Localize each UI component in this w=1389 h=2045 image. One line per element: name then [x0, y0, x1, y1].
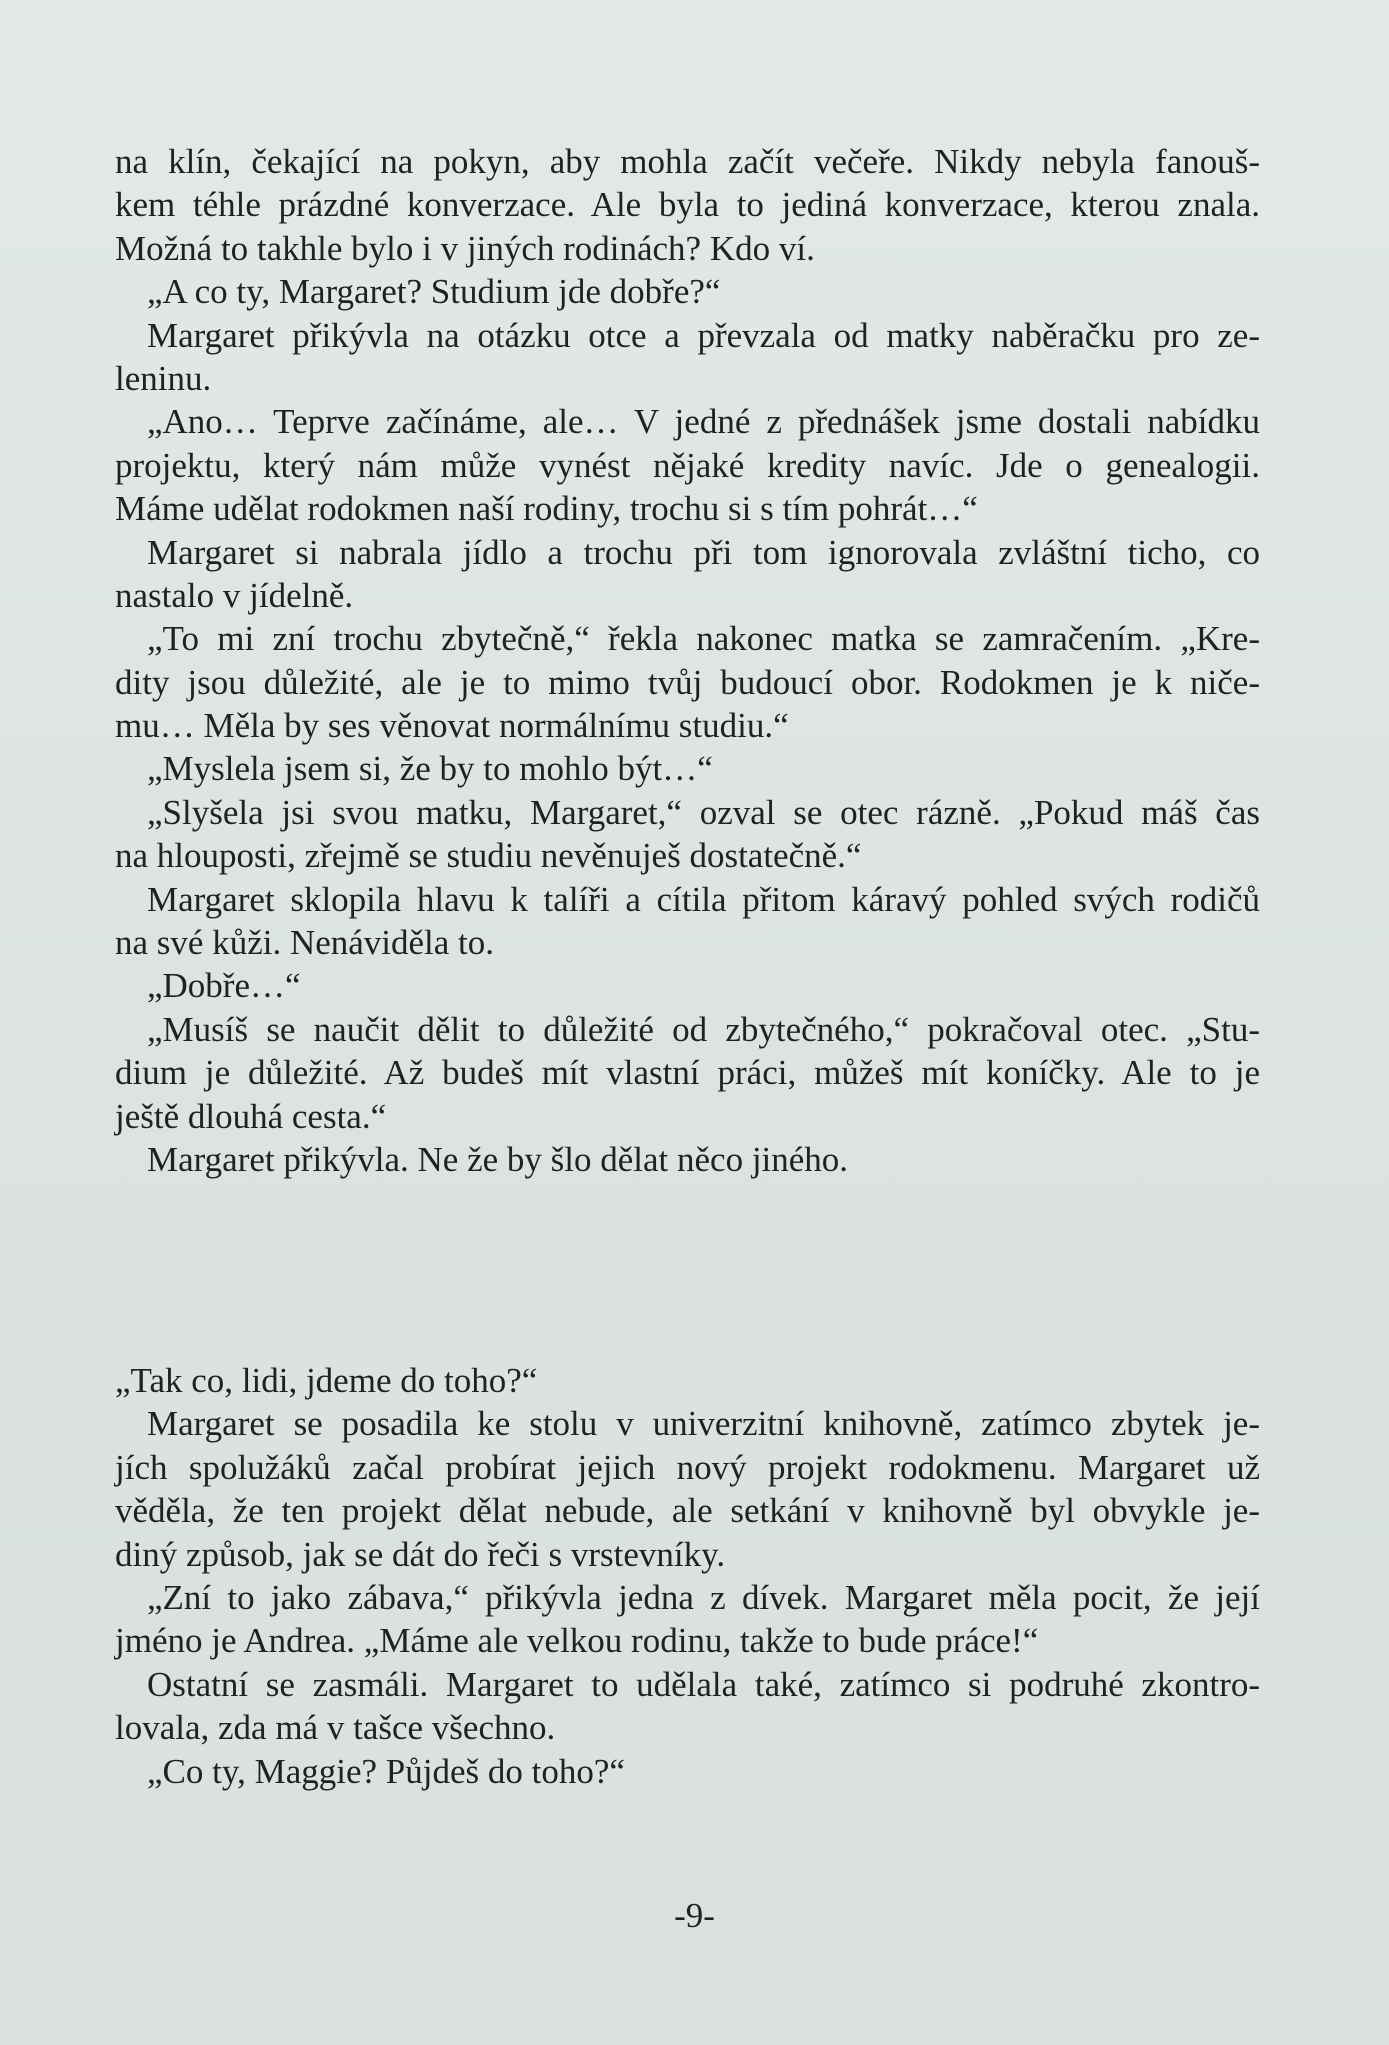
text-line: dity jsou důležité, ale je to mimo tvůj budoucí obor. Rodokmen je k niče-: [115, 662, 1260, 702]
text-line: leninu.: [115, 358, 212, 398]
text-line: „Myslela jsem si, že by to mohlo být…“: [147, 749, 713, 789]
text-line: na hlouposti, zřejmě se studiu nevěnuješ dostatečně.“: [115, 836, 862, 876]
text-line: Margaret sklopila hlavu k talíři a cítila přitom káravý pohled svých rodičů: [147, 879, 1260, 919]
text-line: Ostatní se zasmáli. Margaret to udělala také, zatímco si podruhé zkontro-: [147, 1664, 1260, 1704]
text-line: Možná to takhle bylo i v jiných rodinách? Kdo ví.: [115, 228, 815, 268]
text-line: „Musíš se naučit dělit to důležité od zbytečného,“ pokračoval otec. „Stu-: [147, 1009, 1260, 1049]
text-line: Máme udělat rodokmen naší rodiny, trochu si s tím pohrát…“: [115, 489, 978, 529]
text-line: „To mi zní trochu zbytečně,“ řekla nakonec matka se zamračením. „Kre-: [147, 619, 1260, 659]
text-line: mu… Měla by ses věnovat normálnímu studiu.“: [115, 706, 789, 746]
text-line: „Slyšela jsi svou matku, Margaret,“ ozval se otec rázně. „Pokud máš čas: [147, 792, 1260, 832]
text-line: dium je důležité. Až budeš mít vlastní práci, můžeš mít koníčky. Ale to je: [115, 1053, 1260, 1093]
text-line: kem téhle prázdné konverzace. Ale byla to jediná konverzace, kterou znala.: [115, 185, 1260, 225]
text-line: Margaret se posadila ke stolu v univerzitní knihovně, zatímco zbytek je-: [147, 1404, 1260, 1444]
text-line: „Ano… Teprve začínáme, ale… V jedné z přednášek jsme dostali nabídku: [147, 402, 1260, 442]
text-section-dinner: [115, 140, 1260, 1181]
page-number: -9-: [674, 1896, 715, 1935]
text-line: „Tak co, lidi, jdeme do toho?“: [115, 1361, 538, 1400]
text-line: „Dobře…“: [147, 966, 301, 1006]
text-section-library: [115, 1359, 1260, 1793]
text-line: Margaret si nabrala jídlo a trochu při tom ignorovala zvláštní ticho, co: [147, 532, 1260, 572]
text-line: ještě dlouhá cesta.“: [115, 1096, 387, 1136]
text-line: „Zní to jako zábava,“ přikývla jedna z dívek. Margaret měla pocit, že její: [147, 1577, 1260, 1617]
text-line: na klín, čekající na pokyn, aby mohla začít večeře. Nikdy nebyla fanouš-: [115, 142, 1260, 181]
text-line: projektu, který nám může vynést nějaké kredity navíc. Jde o genealogii.: [115, 445, 1260, 485]
text-line: věděla, že ten projekt dělat nebude, ale setkání v knihovně byl obvykle je-: [115, 1491, 1260, 1531]
text-line: lovala, zda má v tašce všechno.: [115, 1708, 556, 1748]
text-line: Margaret přikývla. Ne že by šlo dělat něco jiného.: [147, 1139, 849, 1179]
text-line: „A co ty, Margaret? Studium jde dobře?“: [147, 272, 721, 312]
text-line: na své kůži. Nenáviděla to.: [115, 923, 495, 963]
text-line: diný způsob, jak se dát do řeči s vrstevníky.: [115, 1534, 726, 1574]
text-line: „Co ty, Maggie? Půjdeš do toho?“: [147, 1751, 625, 1791]
text-line: jích spolužáků začal probírat jejich nový projekt rodokmenu. Margaret už: [115, 1447, 1260, 1487]
text-line: Margaret přikývla na otázku otce a převzala od matky naběračku pro ze-: [147, 315, 1260, 355]
text-line: nastalo v jídelně.: [115, 575, 354, 615]
text-line: jméno je Andrea. „Máme ale velkou rodinu, takže to bude práce!“: [115, 1621, 1039, 1661]
